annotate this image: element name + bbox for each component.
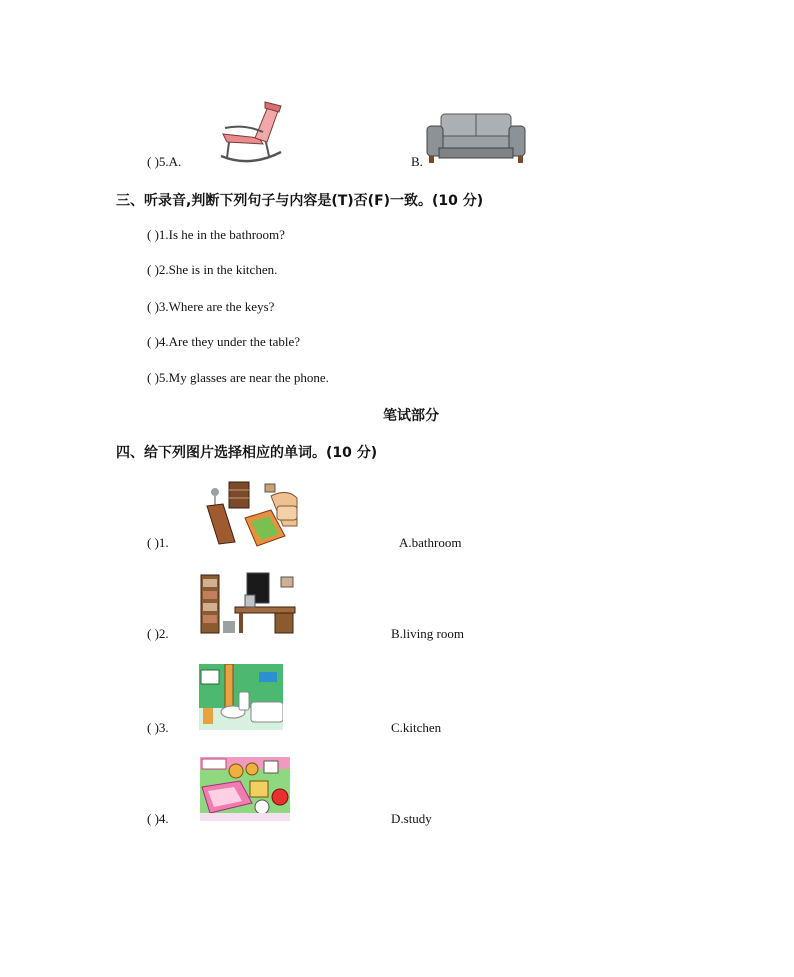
listening-item-1: ( )1.Is he in the bathroom? [147, 227, 285, 242]
study-image [199, 571, 297, 637]
matching-item-4-number: ( )4. [147, 811, 169, 826]
matching-item-1-number: ( )1. [147, 535, 169, 550]
matching-item-3-number: ( )3. [147, 720, 169, 735]
matching-item-2-number: ( )2. [147, 626, 169, 641]
bathroom-image [199, 664, 283, 730]
listening-item-5: ( )5.My glasses are near the phone. [147, 370, 329, 385]
bedroom-image [200, 757, 290, 821]
listening-item-3: ( )3.Where are the keys? [147, 299, 275, 314]
section-4-heading: 四、给下列图片选择相应的单词。(10 分) [116, 445, 378, 461]
option-b-label: B. [411, 154, 423, 169]
option-d-study: D.study [391, 811, 432, 826]
option-c-kitchen: C.kitchen [391, 720, 442, 735]
rocking-chair-image [215, 98, 285, 166]
listening-item-4: ( )4.Are they under the table? [147, 334, 301, 349]
living-room-image [199, 480, 299, 548]
option-b-living-room: B.living room [391, 626, 464, 641]
question-5-furniture-label: ( )5.A. [147, 154, 182, 169]
option-a-bathroom: A.bathroom [399, 535, 462, 550]
sofa-image [425, 110, 527, 166]
listening-item-2: ( )2.She is in the kitchen. [147, 262, 278, 277]
section-3-heading: 三、听录音,判断下列句子与内容是(T)否(F)一致。(10 分) [116, 193, 484, 209]
written-part-title: 笔试部分 [383, 408, 439, 424]
